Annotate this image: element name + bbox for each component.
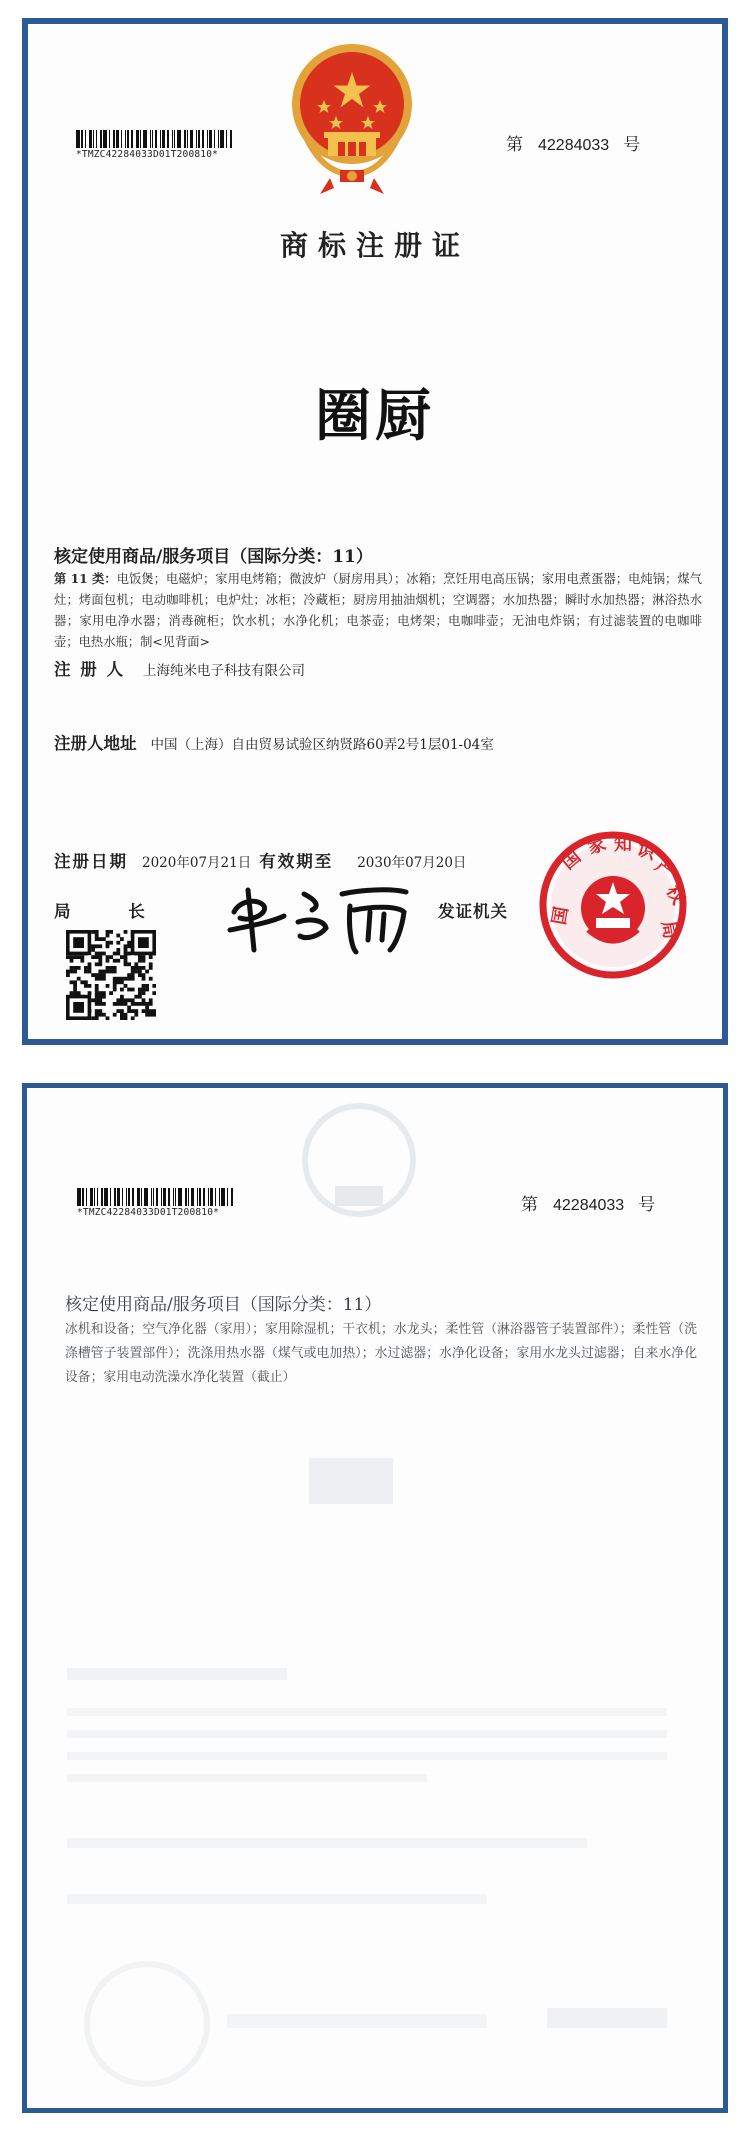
barcode-bar — [104, 1188, 108, 1206]
svg-text:家: 家 — [585, 833, 609, 859]
goods-text: 电饭煲；电磁炉；家用电烤箱；微波炉（厨房用具）；冰箱；烹饪用电高压锅；家用电煮蛋器；电炖锅；煤气灶；烤面包机；电动咖啡机；电炉灶；冰柜；冷藏柜；厨房用抽油烟机；空调器；水加热器；瞬时水加热器；淋浴热水器；家用电净水器；消毒碗柜；饮水机；水净化机；电茶壶；电烤架；电咖啡壶；无油电炸锅；有过滤装置的电咖啡壶；电热水瓶；制<见背面> — [54, 572, 702, 649]
qr-code-icon — [66, 930, 156, 1020]
barcode-bar — [141, 1188, 142, 1206]
barcode-text: *TMZC42284033D01T200810* — [77, 1207, 220, 1218]
barcode-bar — [86, 1188, 87, 1206]
barcode-bar — [191, 1188, 194, 1206]
barcode-text: *TMZC42284033D01T200810* — [76, 149, 219, 160]
barcode-bar — [121, 130, 122, 148]
barcode-bar — [122, 1188, 123, 1206]
official-seal-icon — [538, 830, 688, 980]
show-through-shadow — [27, 1418, 723, 2098]
reg-suffix: 号 — [638, 1195, 657, 1215]
barcode-bar — [167, 130, 169, 148]
barcode-bar — [163, 1188, 166, 1206]
barcode-bars — [77, 1188, 234, 1206]
barcode-bar — [215, 1188, 216, 1206]
barcode-bar — [175, 1188, 176, 1206]
svg-text:国: 国 — [548, 905, 573, 927]
barcode-bar — [230, 130, 232, 148]
barcode-bar — [220, 130, 224, 148]
barcode-bar — [190, 130, 193, 148]
barcode-bar — [156, 1188, 158, 1206]
barcode-bar — [110, 1188, 111, 1206]
registrant-value: 上海纯米电子科技有限公司 — [143, 663, 305, 679]
barcode-bar — [89, 130, 92, 148]
reg-prefix: 第 — [506, 135, 524, 155]
certificate-back — [22, 1083, 728, 2113]
barcode-bar — [137, 1188, 140, 1206]
barcode-bar — [188, 1188, 189, 1206]
barcode-bar — [126, 1188, 127, 1206]
barcode-bar — [117, 1188, 120, 1206]
barcode-bar — [76, 130, 80, 148]
barcode-bar — [132, 1188, 134, 1206]
barcode-bar — [160, 130, 161, 148]
goods-list: 冰机和设备；空气净化器（家用）；家用除湿机；干衣机；水龙头；柔性管（淋浴器管子装置部件）；柔性管（洗涤槽管子装置部件）；洗涤用热水器（煤气或电加热）；水过滤器；水净化设备；家用水龙头过滤器；自来水净化设备；家用电动洗澡水净化装置（截止） — [65, 1322, 697, 1385]
class-label: 第 11 类： — [54, 571, 117, 586]
barcode-bar — [150, 130, 151, 148]
barcode — [76, 130, 233, 160]
barcode-bar — [209, 130, 212, 148]
trademark-name: 圈厨 — [315, 384, 435, 449]
barcode-bar — [151, 1188, 152, 1206]
barcode-bar — [219, 1188, 220, 1206]
barcode-bars — [76, 130, 233, 148]
valid-until-label: 有效期至 — [259, 852, 334, 871]
reg-prefix: 第 — [521, 1195, 539, 1215]
barcode-bar — [140, 130, 141, 148]
barcode-bar — [202, 130, 204, 148]
page-title: 商标注册证 — [279, 229, 470, 262]
barcode-bar — [101, 1188, 103, 1206]
barcode-bar — [152, 130, 153, 148]
barcode-bar — [218, 130, 219, 148]
barcode-bar — [177, 130, 181, 148]
goods-heading: 核定使用商品/服务项目（国际分类：11） — [65, 1295, 382, 1315]
barcode — [77, 1188, 234, 1218]
barcode-bar — [197, 1188, 198, 1206]
barcode-bar — [227, 1188, 228, 1206]
barcode-bar — [128, 1188, 130, 1206]
barcode-bar — [136, 130, 139, 148]
barcode-bar — [173, 1188, 174, 1206]
svg-text:权: 权 — [661, 882, 688, 909]
barcode-bar — [103, 130, 107, 148]
barcode-bar — [155, 130, 157, 148]
valid-until-value: 2030年07月20日 — [357, 855, 467, 871]
barcode-bar — [109, 130, 110, 148]
barcode-bar — [143, 130, 147, 148]
barcode-bar — [113, 130, 115, 148]
barcode-bar — [116, 130, 119, 148]
barcode-bar — [82, 1188, 84, 1206]
barcode-bar — [208, 1188, 209, 1206]
svg-text:国: 国 — [557, 846, 586, 874]
barcode-bar — [161, 1188, 162, 1206]
barcode-bar — [210, 1188, 213, 1206]
barcode-bar — [198, 130, 200, 148]
barcode-bar — [185, 1188, 187, 1206]
dates-row — [54, 848, 466, 872]
certificate-front — [22, 18, 728, 1045]
barcode-bar — [153, 1188, 154, 1206]
address-row — [54, 730, 494, 754]
barcode-bar — [203, 1188, 205, 1206]
barcode-bar — [178, 1188, 182, 1206]
faint-emblem-icon — [299, 1102, 419, 1232]
reg-suffix: 号 — [623, 135, 642, 155]
registration-number — [521, 1190, 656, 1215]
barcode-bar — [90, 1188, 93, 1206]
reg-date-label: 注册日期 — [54, 852, 128, 871]
barcode-bar — [162, 130, 165, 148]
barcode-bar — [77, 1188, 81, 1206]
barcode-bar — [131, 130, 133, 148]
barcode-bar — [81, 130, 83, 148]
barcode-bar — [196, 130, 197, 148]
barcode-bar — [168, 1188, 170, 1206]
director-label: 局 长 — [54, 902, 171, 921]
registration-number — [506, 130, 641, 155]
svg-text:局: 局 — [657, 919, 681, 941]
barcode-bar — [207, 130, 208, 148]
barcode-bar — [221, 1188, 225, 1206]
barcode-bar — [94, 1188, 95, 1206]
barcode-bar — [144, 1188, 148, 1206]
registrant-label: 注 册 人 — [54, 660, 125, 679]
barcode-bar — [96, 130, 97, 148]
barcode-bar — [127, 130, 129, 148]
barcode-bar — [214, 130, 215, 148]
barcode-bar — [125, 130, 126, 148]
barcode-bar — [114, 1188, 116, 1206]
barcode-bar — [97, 1188, 98, 1206]
svg-text:产: 产 — [650, 855, 679, 884]
barcode-bar — [174, 130, 175, 148]
barcode-bar — [100, 130, 102, 148]
address-value: 中国（上海）自由贸易试验区纳贤路60弄2号1层01-04室 — [150, 737, 494, 753]
svg-text:识: 识 — [634, 838, 659, 865]
barcode-bar — [85, 130, 86, 148]
goods-heading: 核定使用商品/服务项目（国际分类：11） — [54, 547, 373, 567]
goods-list — [54, 568, 702, 653]
reg-number: 42284033 — [538, 137, 610, 154]
signature-icon — [220, 870, 420, 964]
registrant-row — [54, 656, 305, 680]
svg-text:知: 知 — [614, 834, 632, 855]
barcode-bar — [93, 130, 94, 148]
barcode-bar — [231, 1188, 233, 1206]
barcode-bar — [199, 1188, 201, 1206]
barcode-bar — [226, 130, 227, 148]
barcode-bar — [184, 130, 186, 148]
address-label: 注册人地址 — [54, 734, 137, 753]
reg-date-value: 2020年07月21日 — [142, 855, 252, 871]
barcode-bar — [187, 130, 188, 148]
issuer-label: 发证机关 — [438, 902, 508, 921]
national-emblem-icon — [290, 42, 414, 202]
barcode-bar — [172, 130, 173, 148]
reg-number: 42284033 — [553, 1197, 625, 1214]
